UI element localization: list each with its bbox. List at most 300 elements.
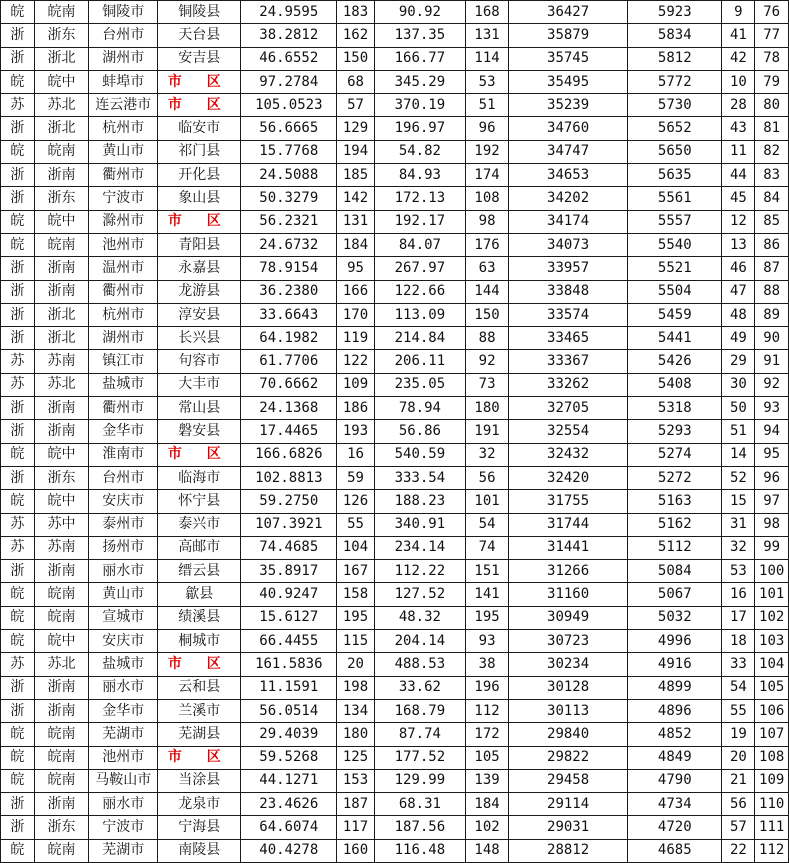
county-cell: 市 区 — [158, 746, 241, 769]
rank-b-cell: 56 — [466, 466, 509, 489]
value-c-cell: 34202 — [509, 187, 628, 210]
value-d-cell: 5812 — [628, 47, 722, 70]
rank-a-cell: 104 — [337, 536, 374, 559]
value-c-cell: 32705 — [509, 397, 628, 420]
table-row — [1, 373, 789, 396]
region-cell: 浙南 — [34, 164, 88, 187]
province-cell: 苏 — [1, 94, 35, 117]
province-cell: 皖 — [1, 210, 35, 233]
province-rank-cell: 18 — [722, 630, 755, 653]
province-rank-cell: 56 — [722, 793, 755, 816]
province-cell: 浙 — [1, 793, 35, 816]
county-cell: 龙泉市 — [158, 793, 241, 816]
province-rank-cell: 17 — [722, 606, 755, 629]
province-rank-cell: 45 — [722, 187, 755, 210]
rank-b-cell: 168 — [466, 1, 509, 24]
province-cell: 皖 — [1, 746, 35, 769]
province-cell: 皖 — [1, 723, 35, 746]
city-cell: 滁州市 — [89, 210, 158, 233]
province-cell: 苏 — [1, 536, 35, 559]
rank-a-cell: 187 — [337, 793, 374, 816]
region-cell: 皖中 — [34, 630, 88, 653]
value-b-cell: 84.93 — [374, 164, 465, 187]
rank-a-cell: 131 — [337, 210, 374, 233]
province-cell: 浙 — [1, 257, 35, 280]
province-cell: 苏 — [1, 653, 35, 676]
value-a-cell: 56.6665 — [241, 117, 337, 140]
rank-b-cell: 38 — [466, 653, 509, 676]
province-cell: 浙 — [1, 676, 35, 699]
city-cell: 扬州市 — [89, 536, 158, 559]
table-row — [1, 327, 789, 350]
rank-b-cell: 93 — [466, 630, 509, 653]
rank-b-cell: 174 — [466, 164, 509, 187]
province-cell: 皖 — [1, 140, 35, 163]
province-rank-cell: 33 — [722, 653, 755, 676]
overall-rank-cell: 97 — [755, 490, 789, 513]
overall-rank-cell: 112 — [755, 839, 789, 862]
value-b-cell: 122.66 — [374, 280, 465, 303]
rank-a-cell: 153 — [337, 769, 374, 792]
overall-rank-cell: 101 — [755, 583, 789, 606]
region-cell: 浙南 — [34, 420, 88, 443]
table-row — [1, 140, 789, 163]
value-a-cell: 46.6552 — [241, 47, 337, 70]
value-a-cell: 97.2784 — [241, 70, 337, 93]
province-rank-cell: 21 — [722, 769, 755, 792]
value-d-cell: 5561 — [628, 187, 722, 210]
overall-rank-cell: 95 — [755, 443, 789, 466]
rank-a-cell: 16 — [337, 443, 374, 466]
county-cell: 淳安县 — [158, 303, 241, 326]
value-c-cell: 33848 — [509, 280, 628, 303]
province-cell: 浙 — [1, 816, 35, 839]
rank-a-cell: 183 — [337, 1, 374, 24]
province-rank-cell: 53 — [722, 560, 755, 583]
city-cell: 金华市 — [89, 420, 158, 443]
city-cell: 芜湖市 — [89, 723, 158, 746]
overall-rank-cell: 105 — [755, 676, 789, 699]
value-b-cell: 177.52 — [374, 746, 465, 769]
rank-b-cell: 101 — [466, 490, 509, 513]
value-c-cell: 36427 — [509, 1, 628, 24]
table-row — [1, 303, 789, 326]
value-b-cell: 345.29 — [374, 70, 465, 93]
province-rank-cell: 50 — [722, 397, 755, 420]
value-c-cell: 29114 — [509, 793, 628, 816]
rank-a-cell: 134 — [337, 699, 374, 722]
rank-a-cell: 166 — [337, 280, 374, 303]
value-c-cell: 33465 — [509, 327, 628, 350]
value-d-cell: 4790 — [628, 769, 722, 792]
region-cell: 皖中 — [34, 443, 88, 466]
overall-rank-cell: 109 — [755, 769, 789, 792]
table-row — [1, 187, 789, 210]
value-b-cell: 234.14 — [374, 536, 465, 559]
province-rank-cell: 41 — [722, 24, 755, 47]
value-c-cell: 30949 — [509, 606, 628, 629]
province-rank-cell: 31 — [722, 513, 755, 536]
province-cell: 皖 — [1, 606, 35, 629]
value-a-cell: 24.1368 — [241, 397, 337, 420]
table-row — [1, 793, 789, 816]
value-d-cell: 5730 — [628, 94, 722, 117]
province-rank-cell: 30 — [722, 373, 755, 396]
value-b-cell: 168.79 — [374, 699, 465, 722]
rank-b-cell: 63 — [466, 257, 509, 280]
province-rank-cell: 10 — [722, 70, 755, 93]
county-cell: 歙县 — [158, 583, 241, 606]
value-b-cell: 137.35 — [374, 24, 465, 47]
county-cell: 兰溪市 — [158, 699, 241, 722]
value-d-cell: 5318 — [628, 397, 722, 420]
value-d-cell: 5163 — [628, 490, 722, 513]
province-cell: 皖 — [1, 70, 35, 93]
table-row — [1, 397, 789, 420]
city-cell: 芜湖市 — [89, 839, 158, 862]
region-cell: 浙北 — [34, 117, 88, 140]
rank-a-cell: 117 — [337, 816, 374, 839]
city-cell: 连云港市 — [89, 94, 158, 117]
rank-b-cell: 54 — [466, 513, 509, 536]
rank-b-cell: 176 — [466, 233, 509, 256]
table-row — [1, 816, 789, 839]
value-d-cell: 5650 — [628, 140, 722, 163]
value-b-cell: 54.82 — [374, 140, 465, 163]
rank-a-cell: 122 — [337, 350, 374, 373]
value-d-cell: 5635 — [628, 164, 722, 187]
overall-rank-cell: 85 — [755, 210, 789, 233]
table-row — [1, 630, 789, 653]
value-b-cell: 540.59 — [374, 443, 465, 466]
table-row — [1, 233, 789, 256]
county-cell: 当涂县 — [158, 769, 241, 792]
table-row — [1, 723, 789, 746]
province-cell: 苏 — [1, 513, 35, 536]
rank-a-cell: 198 — [337, 676, 374, 699]
rank-b-cell: 184 — [466, 793, 509, 816]
value-d-cell: 5652 — [628, 117, 722, 140]
value-a-cell: 70.6662 — [241, 373, 337, 396]
rank-a-cell: 180 — [337, 723, 374, 746]
table-row — [1, 164, 789, 187]
province-rank-cell: 20 — [722, 746, 755, 769]
value-a-cell: 102.8813 — [241, 466, 337, 489]
value-a-cell: 24.9595 — [241, 1, 337, 24]
county-cell: 高邮市 — [158, 536, 241, 559]
overall-rank-cell: 79 — [755, 70, 789, 93]
value-b-cell: 127.52 — [374, 583, 465, 606]
region-cell: 苏北 — [34, 94, 88, 117]
value-c-cell: 30723 — [509, 630, 628, 653]
city-cell: 湖州市 — [89, 327, 158, 350]
rank-b-cell: 144 — [466, 280, 509, 303]
rank-a-cell: 119 — [337, 327, 374, 350]
value-d-cell: 5274 — [628, 443, 722, 466]
overall-rank-cell: 108 — [755, 746, 789, 769]
value-c-cell: 35745 — [509, 47, 628, 70]
table-row — [1, 94, 789, 117]
value-a-cell: 17.4465 — [241, 420, 337, 443]
overall-rank-cell: 106 — [755, 699, 789, 722]
value-c-cell: 33367 — [509, 350, 628, 373]
rank-a-cell: 158 — [337, 583, 374, 606]
rank-a-cell: 162 — [337, 24, 374, 47]
county-cell: 铜陵县 — [158, 1, 241, 24]
table-row — [1, 257, 789, 280]
value-d-cell: 4996 — [628, 630, 722, 653]
county-cell: 泰兴市 — [158, 513, 241, 536]
province-cell: 浙 — [1, 303, 35, 326]
province-cell: 皖 — [1, 839, 35, 862]
region-cell: 皖中 — [34, 490, 88, 513]
region-cell: 浙东 — [34, 816, 88, 839]
value-b-cell: 78.94 — [374, 397, 465, 420]
value-d-cell: 5032 — [628, 606, 722, 629]
value-c-cell: 32554 — [509, 420, 628, 443]
overall-rank-cell: 76 — [755, 1, 789, 24]
rank-b-cell: 172 — [466, 723, 509, 746]
value-d-cell: 5272 — [628, 466, 722, 489]
overall-rank-cell: 103 — [755, 630, 789, 653]
city-cell: 淮南市 — [89, 443, 158, 466]
value-c-cell: 32420 — [509, 466, 628, 489]
rank-a-cell: 68 — [337, 70, 374, 93]
city-cell: 丽水市 — [89, 793, 158, 816]
county-cell: 市 区 — [158, 94, 241, 117]
overall-rank-cell: 98 — [755, 513, 789, 536]
overall-rank-cell: 84 — [755, 187, 789, 210]
county-cell: 龙游县 — [158, 280, 241, 303]
value-d-cell: 4720 — [628, 816, 722, 839]
value-c-cell: 29458 — [509, 769, 628, 792]
rank-b-cell: 191 — [466, 420, 509, 443]
value-a-cell: 59.2750 — [241, 490, 337, 513]
city-cell: 杭州市 — [89, 303, 158, 326]
table-row — [1, 24, 789, 47]
rank-a-cell: 150 — [337, 47, 374, 70]
rank-b-cell: 98 — [466, 210, 509, 233]
province-rank-cell: 49 — [722, 327, 755, 350]
city-cell: 蚌埠市 — [89, 70, 158, 93]
value-a-cell: 59.5268 — [241, 746, 337, 769]
city-cell: 宁波市 — [89, 187, 158, 210]
region-cell: 浙南 — [34, 560, 88, 583]
value-c-cell: 31266 — [509, 560, 628, 583]
city-cell: 台州市 — [89, 466, 158, 489]
province-rank-cell: 14 — [722, 443, 755, 466]
county-cell: 安吉县 — [158, 47, 241, 70]
province-cell: 浙 — [1, 117, 35, 140]
overall-rank-cell: 100 — [755, 560, 789, 583]
value-c-cell: 31755 — [509, 490, 628, 513]
table-row — [1, 839, 789, 862]
value-b-cell: 370.19 — [374, 94, 465, 117]
value-b-cell: 333.54 — [374, 466, 465, 489]
value-d-cell: 4896 — [628, 699, 722, 722]
rank-a-cell: 57 — [337, 94, 374, 117]
city-cell: 衢州市 — [89, 164, 158, 187]
value-a-cell: 105.0523 — [241, 94, 337, 117]
value-d-cell: 5426 — [628, 350, 722, 373]
value-d-cell: 4916 — [628, 653, 722, 676]
value-b-cell: 56.86 — [374, 420, 465, 443]
value-a-cell: 64.1982 — [241, 327, 337, 350]
overall-rank-cell: 82 — [755, 140, 789, 163]
province-rank-cell: 32 — [722, 536, 755, 559]
value-b-cell: 188.23 — [374, 490, 465, 513]
province-rank-cell: 16 — [722, 583, 755, 606]
province-cell: 皖 — [1, 630, 35, 653]
value-d-cell: 4849 — [628, 746, 722, 769]
rank-b-cell: 131 — [466, 24, 509, 47]
value-b-cell: 192.17 — [374, 210, 465, 233]
table-row — [1, 280, 789, 303]
overall-rank-cell: 110 — [755, 793, 789, 816]
value-d-cell: 4852 — [628, 723, 722, 746]
value-d-cell: 5504 — [628, 280, 722, 303]
region-cell: 浙北 — [34, 303, 88, 326]
region-cell: 浙东 — [34, 187, 88, 210]
value-a-cell: 166.6826 — [241, 443, 337, 466]
rank-b-cell: 196 — [466, 676, 509, 699]
value-a-cell: 61.7706 — [241, 350, 337, 373]
overall-rank-cell: 102 — [755, 606, 789, 629]
rank-a-cell: 126 — [337, 490, 374, 513]
city-cell: 黄山市 — [89, 140, 158, 163]
county-cell: 桐城市 — [158, 630, 241, 653]
value-b-cell: 116.48 — [374, 839, 465, 862]
county-cell: 怀宁县 — [158, 490, 241, 513]
overall-rank-cell: 96 — [755, 466, 789, 489]
value-c-cell: 33574 — [509, 303, 628, 326]
value-a-cell: 29.4039 — [241, 723, 337, 746]
county-cell: 青阳县 — [158, 233, 241, 256]
province-rank-cell: 55 — [722, 699, 755, 722]
value-d-cell: 5923 — [628, 1, 722, 24]
table-row — [1, 513, 789, 536]
rank-a-cell: 194 — [337, 140, 374, 163]
rank-b-cell: 139 — [466, 769, 509, 792]
city-cell: 宁波市 — [89, 816, 158, 839]
value-b-cell: 87.74 — [374, 723, 465, 746]
value-c-cell: 29840 — [509, 723, 628, 746]
city-cell: 镇江市 — [89, 350, 158, 373]
province-rank-cell: 43 — [722, 117, 755, 140]
value-b-cell: 267.97 — [374, 257, 465, 280]
province-rank-cell: 42 — [722, 47, 755, 70]
value-b-cell: 112.22 — [374, 560, 465, 583]
province-rank-cell: 29 — [722, 350, 755, 373]
rank-a-cell: 167 — [337, 560, 374, 583]
county-cell: 开化县 — [158, 164, 241, 187]
city-cell: 丽水市 — [89, 676, 158, 699]
overall-rank-cell: 88 — [755, 280, 789, 303]
province-cell: 皖 — [1, 583, 35, 606]
value-b-cell: 129.99 — [374, 769, 465, 792]
county-cell: 磐安县 — [158, 420, 241, 443]
value-c-cell: 34747 — [509, 140, 628, 163]
rank-b-cell: 192 — [466, 140, 509, 163]
overall-rank-cell: 92 — [755, 373, 789, 396]
province-cell: 浙 — [1, 397, 35, 420]
value-c-cell: 30234 — [509, 653, 628, 676]
value-d-cell: 5084 — [628, 560, 722, 583]
value-b-cell: 90.92 — [374, 1, 465, 24]
county-cell: 祁门县 — [158, 140, 241, 163]
region-cell: 皖南 — [34, 140, 88, 163]
rank-b-cell: 74 — [466, 536, 509, 559]
city-cell: 盐城市 — [89, 373, 158, 396]
county-cell: 句容市 — [158, 350, 241, 373]
province-rank-cell: 44 — [722, 164, 755, 187]
city-cell: 丽水市 — [89, 560, 158, 583]
table-row — [1, 443, 789, 466]
value-d-cell: 5834 — [628, 24, 722, 47]
table-row — [1, 70, 789, 93]
table-row — [1, 699, 789, 722]
city-cell: 池州市 — [89, 233, 158, 256]
region-cell: 皖南 — [34, 583, 88, 606]
rank-a-cell: 185 — [337, 164, 374, 187]
rank-b-cell: 114 — [466, 47, 509, 70]
county-cell: 长兴县 — [158, 327, 241, 350]
province-rank-cell: 12 — [722, 210, 755, 233]
value-b-cell: 206.11 — [374, 350, 465, 373]
value-c-cell: 31441 — [509, 536, 628, 559]
value-c-cell: 35239 — [509, 94, 628, 117]
region-cell: 皖南 — [34, 1, 88, 24]
rank-a-cell: 115 — [337, 630, 374, 653]
rank-b-cell: 195 — [466, 606, 509, 629]
province-cell: 浙 — [1, 164, 35, 187]
province-cell: 皖 — [1, 490, 35, 513]
province-cell: 浙 — [1, 420, 35, 443]
table-row — [1, 47, 789, 70]
overall-rank-cell: 77 — [755, 24, 789, 47]
overall-rank-cell: 104 — [755, 653, 789, 676]
value-a-cell: 78.9154 — [241, 257, 337, 280]
overall-rank-cell: 89 — [755, 303, 789, 326]
overall-rank-cell: 107 — [755, 723, 789, 746]
rank-a-cell: 129 — [337, 117, 374, 140]
value-c-cell: 34760 — [509, 117, 628, 140]
value-b-cell: 204.14 — [374, 630, 465, 653]
province-rank-cell: 22 — [722, 839, 755, 862]
overall-rank-cell: 81 — [755, 117, 789, 140]
rank-b-cell: 180 — [466, 397, 509, 420]
value-a-cell: 40.4278 — [241, 839, 337, 862]
value-a-cell: 36.2380 — [241, 280, 337, 303]
county-cell: 大丰市 — [158, 373, 241, 396]
table-row — [1, 490, 789, 513]
province-cell: 皖 — [1, 443, 35, 466]
rank-a-cell: 59 — [337, 466, 374, 489]
rank-b-cell: 88 — [466, 327, 509, 350]
region-cell: 皖中 — [34, 70, 88, 93]
region-cell: 浙南 — [34, 397, 88, 420]
rank-b-cell: 96 — [466, 117, 509, 140]
city-cell: 安庆市 — [89, 490, 158, 513]
value-a-cell: 44.1271 — [241, 769, 337, 792]
region-cell: 浙北 — [34, 327, 88, 350]
province-cell: 苏 — [1, 373, 35, 396]
county-cell: 绩溪县 — [158, 606, 241, 629]
province-cell: 浙 — [1, 47, 35, 70]
value-c-cell: 31160 — [509, 583, 628, 606]
value-c-cell: 33957 — [509, 257, 628, 280]
region-cell: 浙北 — [34, 47, 88, 70]
